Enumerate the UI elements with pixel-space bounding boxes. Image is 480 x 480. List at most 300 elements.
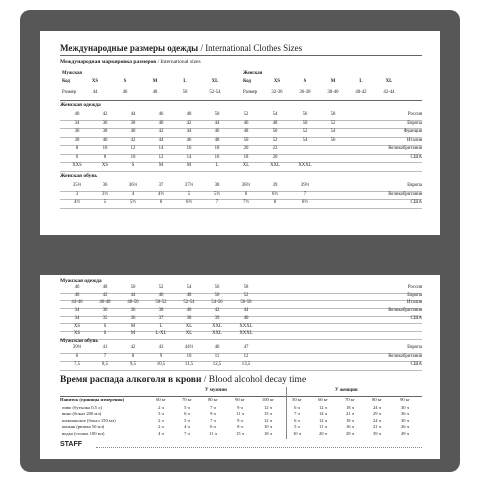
table-cell: 46 — [186, 137, 192, 143]
table-cell: 52 — [243, 112, 249, 117]
women-size-cell: 32-36 — [271, 90, 283, 95]
table-cell: 11 — [214, 353, 220, 359]
table-cell: L — [215, 163, 219, 168]
table-cell: 56 — [302, 112, 308, 117]
table-cell: 38⅔ — [241, 183, 251, 188]
row-divider — [60, 137, 422, 138]
table-cell: 44 — [158, 137, 164, 143]
row-divider — [60, 145, 422, 146]
men-column-title: У мужчин — [205, 388, 227, 393]
table-cell: 44⅔ — [184, 345, 194, 350]
men-time: 9 ч — [210, 411, 216, 417]
table-cell: XXL — [212, 331, 222, 337]
men-code-cell: XL — [211, 79, 219, 84]
men-time: 6 ч — [184, 411, 190, 417]
table-cell: 35⅓ — [72, 183, 82, 188]
men-time: 2 ч — [158, 424, 164, 430]
table-cell: 40 — [186, 308, 192, 314]
table-cell: 34 — [74, 308, 80, 314]
table-cell: XXXL — [298, 163, 312, 168]
women-time: 6 ч — [294, 417, 300, 423]
table-cell: 16 — [214, 154, 220, 160]
table-cell: 4 — [131, 191, 135, 197]
table-cell: 54-56 — [211, 300, 223, 306]
table-cell: 16 — [186, 146, 192, 151]
row-divider — [60, 353, 422, 354]
table-cell: 58 — [243, 285, 249, 290]
table-cell: 34 — [74, 120, 80, 126]
men-shoes-title: Мужская обувь — [60, 338, 99, 344]
table-cell: 10,5 — [156, 362, 166, 367]
men-clothes-title: Мужская одежда — [60, 278, 102, 284]
table-cell: 38 — [130, 120, 136, 126]
table-cell: 14 — [158, 146, 164, 151]
country-label: Европа — [407, 183, 422, 188]
men-size-cell: 46 — [122, 90, 128, 95]
table-cell: 8 — [103, 154, 107, 160]
weight-header: 90 кг — [400, 397, 410, 402]
table-cell: 50 — [130, 285, 136, 290]
alcohol-header-label: Напиток (единицы измерения) — [60, 397, 125, 402]
table-cell: 8 — [273, 200, 277, 205]
table-cell: 50 — [214, 292, 220, 298]
table-cell: 37 — [158, 183, 164, 188]
country-label: Великобритания — [388, 308, 422, 314]
table-cell: 5½ — [214, 191, 220, 197]
women-time: 24 ч — [372, 417, 382, 423]
table-cell: 12 — [130, 146, 136, 151]
women-time: 14 ч — [318, 411, 328, 417]
table-cell: M — [130, 331, 136, 337]
table-cell: 54 — [272, 112, 278, 117]
women-time: 30 ч — [400, 405, 410, 410]
table-cell: 8,5 — [102, 362, 108, 367]
table-cell: 44 — [130, 112, 136, 117]
country-label: Европа — [407, 120, 422, 126]
table-cell: 13,5 — [241, 362, 251, 367]
alcohol-title — [60, 376, 306, 386]
men-time: 4 ч — [184, 424, 190, 430]
table-cell: 6 — [159, 200, 163, 205]
table-cell: 36 — [102, 183, 108, 188]
men-time: 8 ч — [237, 424, 243, 430]
table-cell: 46-48 — [99, 300, 111, 306]
table-cell: 52 — [272, 137, 278, 143]
table-cell: 37 — [158, 315, 164, 321]
women-time: 26 ч — [400, 424, 410, 430]
drink-label: коньяк (рюмка 50 мл) — [62, 424, 105, 430]
women-time: 39 ч — [372, 430, 382, 436]
table-cell: 6 — [75, 353, 79, 359]
men-time: 6 ч — [210, 424, 216, 430]
men-size-cell: 44 — [92, 90, 98, 95]
table-cell: 48 — [186, 112, 192, 117]
women-size-cell: 40-42 — [355, 90, 367, 95]
row-divider — [60, 361, 422, 362]
men-time: 11 ч — [209, 430, 217, 436]
table-cell: XXXL — [239, 331, 253, 337]
women-code-cell: XS — [273, 79, 281, 84]
row-divider — [60, 370, 422, 371]
table-cell: XL — [185, 323, 193, 329]
table-cell: 10 — [130, 154, 136, 160]
table-cell: 7 — [103, 353, 107, 359]
weight-header: 80 кг — [372, 397, 382, 402]
women-time: 20 ч — [318, 430, 328, 436]
table-cell: 52 — [302, 129, 308, 134]
table-cell: XS — [73, 331, 81, 337]
women-time: 12 ч — [318, 417, 328, 423]
table-cell: 40 — [158, 120, 164, 126]
country-label: Италия — [407, 137, 422, 143]
country-label: Франция — [403, 129, 422, 134]
table-cell: 50 — [302, 120, 308, 126]
men-time: 10 ч — [263, 424, 273, 430]
men-size-label: Размер — [62, 90, 77, 95]
women-time: 29 ч — [345, 430, 355, 436]
table-cell: 37⅔ — [184, 183, 194, 188]
row-divider — [60, 171, 422, 172]
table-cell: 42 — [130, 345, 136, 350]
weight-header: 60 кг — [318, 397, 328, 402]
table-cell: 39 — [272, 183, 278, 188]
table-cell: 38 — [186, 315, 192, 321]
women-time: 36 ч — [400, 411, 410, 417]
men-code-cell: M — [152, 79, 158, 84]
country-label: США — [410, 315, 422, 321]
table-cell: XXL — [212, 323, 222, 329]
marking-title — [60, 60, 201, 66]
women-code-cell: XL — [385, 79, 393, 84]
country-label: США — [410, 200, 422, 205]
drink-label: пиво (бутылка 0,5 л) — [62, 405, 102, 410]
men-time: 15 ч — [235, 430, 245, 436]
page-title — [60, 44, 302, 53]
table-cell: 7,5 — [74, 362, 80, 367]
table-cell: 36 — [130, 308, 136, 314]
table-cell: 52 — [330, 120, 336, 126]
table-cell: M — [130, 323, 136, 329]
women-marking-label: Женская — [243, 71, 263, 76]
women-size-label: Размер — [243, 90, 258, 95]
drink-label: водка (стопка 100 мл) — [62, 430, 105, 436]
marking-ru: Международная маркировка размеров — [60, 59, 157, 65]
table-cell: 35 — [102, 315, 108, 321]
table-cell: M — [186, 163, 192, 168]
table-cell: 12 — [243, 353, 249, 359]
row-divider — [60, 128, 422, 129]
title-rule — [60, 55, 422, 56]
row-divider — [60, 162, 422, 163]
table-cell: 39⅓ — [72, 345, 82, 350]
men-time: 5 ч — [184, 405, 190, 410]
men-time: 12 ч — [263, 417, 273, 423]
men-time: 9 ч — [237, 417, 243, 423]
table-cell: M — [158, 163, 164, 168]
table-cell: XXXL — [239, 323, 253, 329]
table-cell: S — [131, 163, 135, 168]
men-time: 7 ч — [184, 430, 190, 436]
row-divider — [60, 154, 422, 155]
table-cell: 11,5 — [184, 362, 194, 367]
women-code-cell: M — [330, 79, 336, 84]
table-cell: 48 — [272, 120, 278, 126]
women-time: 18 ч — [345, 405, 355, 410]
table-cell: 4½ — [158, 191, 164, 197]
table-cell: 54 — [302, 137, 308, 143]
table-cell: 44 — [243, 308, 249, 314]
rule — [60, 100, 422, 101]
table-cell: 46 — [158, 112, 164, 117]
women-size-cell: 36-38 — [299, 90, 311, 95]
table-cell: 9,5 — [130, 362, 136, 367]
country-label: США — [410, 154, 422, 160]
table-cell: 8 — [131, 353, 135, 359]
country-label: Европа — [407, 345, 422, 350]
table-cell: 46 — [158, 292, 164, 298]
title-ru: Международные размеры одежды — [60, 43, 199, 53]
table-cell: 36 — [74, 129, 80, 134]
table-cell: 52 — [243, 292, 249, 298]
women-time: 18 ч — [345, 417, 355, 423]
signature-line — [96, 447, 422, 448]
table-cell: 22 — [272, 146, 278, 151]
staff-brand-logo: STAFF — [60, 441, 83, 448]
table-cell: 56 — [330, 137, 336, 143]
table-cell: 48 — [243, 129, 249, 134]
men-time: 5 ч — [184, 417, 190, 423]
table-cell: 42 — [102, 292, 108, 298]
women-column-title: У женщин — [335, 388, 358, 393]
table-cell: 7½ — [243, 200, 249, 205]
table-cell: 3 — [75, 191, 79, 197]
country-label: Великобритания — [388, 191, 422, 197]
women-time: 11 ч — [319, 424, 327, 430]
table-cell: 42 — [186, 120, 192, 126]
women-time: 5 ч — [294, 424, 300, 430]
table-cell: 6 — [244, 191, 248, 197]
men-marking-label: Мужская — [62, 71, 83, 76]
table-cell: 46 — [214, 129, 220, 134]
table-cell: 50-52 — [155, 300, 167, 306]
men-time: 11 ч — [236, 411, 244, 417]
men-code-cell: L — [183, 79, 187, 84]
table-cell: 3½ — [102, 191, 108, 197]
table-cell: 36 — [102, 308, 108, 314]
weight-header: 70 кг — [182, 397, 192, 402]
table-cell: XS — [101, 163, 109, 168]
table-cell: 42 — [214, 308, 220, 314]
drink-label: шампанское (бокал 150 мл) — [62, 417, 116, 423]
table-cell: 41 — [102, 345, 108, 350]
men-code-cell: XS — [91, 79, 99, 84]
weight-header: 70 кг — [345, 397, 355, 402]
table-cell: 5 — [103, 200, 107, 205]
women-shoes-title: Женская обувь — [60, 173, 98, 179]
row-divider — [60, 191, 422, 192]
table-cell: 48 — [102, 285, 108, 290]
weight-header: 60 кг — [156, 397, 166, 402]
table-cell: 44 — [214, 120, 220, 126]
table-cell: 12,5 — [212, 362, 222, 367]
country-label: Россия — [407, 285, 422, 290]
country-label: Россия — [407, 112, 422, 117]
men-time: 12 ч — [263, 405, 273, 410]
table-cell: 10 — [102, 146, 108, 151]
men-time: 18 ч — [263, 430, 273, 436]
table-cell: 48-50 — [127, 300, 139, 306]
table-cell: L — [159, 323, 163, 329]
row-divider — [60, 208, 422, 209]
table-cell: 44-46 — [71, 300, 83, 306]
men-time: 2 ч — [158, 405, 164, 410]
women-time: 49 ч — [400, 430, 410, 436]
men-time: 4 ч — [158, 430, 164, 436]
table-cell: 46 — [74, 285, 80, 290]
men-time: 3 ч — [158, 411, 164, 417]
table-cell: 20 — [243, 146, 249, 151]
table-cell: 52 — [158, 285, 164, 290]
men-size-cell: 52-54 — [209, 90, 221, 95]
table-cell: 42 — [102, 112, 108, 117]
men-size-cell: 48 — [152, 90, 158, 95]
country-label: США — [410, 362, 422, 367]
table-cell: 48 — [186, 292, 192, 298]
women-time: 21 ч — [372, 424, 382, 430]
table-cell: 5½ — [130, 200, 136, 205]
row-divider — [60, 199, 422, 200]
table-cell: 8½ — [302, 200, 308, 205]
table-cell: XXS — [72, 163, 82, 168]
table-cell: 54 — [330, 129, 336, 134]
title-en: / International Clothes Sizes — [198, 43, 303, 53]
table-cell: 39⅔ — [300, 183, 310, 188]
table-cell: 58 — [330, 112, 336, 117]
row-divider — [60, 120, 422, 121]
women-time: 10 ч — [292, 430, 302, 436]
marking-en: / International sizes — [156, 59, 201, 65]
table-cell: 40 — [74, 112, 80, 117]
table-cell: 46 — [214, 345, 220, 350]
table-cell: 18 — [243, 154, 249, 160]
drink-label: вино (бокал 200 мл) — [62, 411, 102, 417]
table-cell: 36 — [102, 120, 108, 126]
weight-header: 50 кг — [292, 397, 302, 402]
table-cell: 50 — [243, 137, 249, 143]
men-time: 7 ч — [210, 405, 216, 410]
table-cell: 40 — [102, 137, 108, 143]
table-cell: 47 — [243, 345, 249, 350]
table-cell: 4½ — [74, 200, 80, 205]
table-cell: 40 — [243, 315, 249, 321]
table-cell: 39 — [214, 315, 220, 321]
women-clothes-title: Женская одежда — [60, 102, 101, 108]
table-cell: 6½ — [186, 200, 192, 205]
table-cell: 40 — [130, 129, 136, 134]
table-cell: 7 — [303, 191, 307, 197]
table-cell: 44 — [130, 292, 136, 298]
table-cell: 9 — [159, 353, 163, 359]
table-cell: 36⅔ — [128, 183, 138, 188]
weight-header: 100 кг — [261, 397, 275, 402]
country-label: Великобритания — [388, 146, 422, 151]
women-code-cell: L — [359, 79, 363, 84]
table-cell: 56 — [214, 285, 220, 290]
table-cell: 42 — [158, 129, 164, 134]
weight-header: 90 кг — [235, 397, 245, 402]
table-cell: XS — [73, 323, 81, 329]
table-cell: 6½ — [272, 191, 278, 197]
weight-header: 80 кг — [208, 397, 218, 402]
table-cell: 50 — [272, 129, 278, 134]
table-cell: 50 — [214, 112, 220, 117]
table-cell: 43 — [158, 345, 164, 350]
table-cell: S — [103, 331, 107, 337]
table-cell: 56-58 — [240, 300, 252, 306]
men-time: 2 ч — [158, 417, 164, 423]
table-cell: 10 — [186, 353, 192, 359]
table-cell: XXL — [270, 163, 280, 168]
table-cell: 46 — [243, 120, 249, 126]
women-time: 21 ч — [345, 411, 355, 417]
women-time: 29 ч — [372, 411, 382, 417]
table-cell: XL — [185, 331, 193, 337]
table-cell: 18 — [214, 146, 220, 151]
women-size-cell: 42-44 — [383, 90, 395, 95]
table-cell: L-XL — [155, 331, 167, 337]
men-time: 9 ч — [237, 405, 243, 410]
table-cell: S — [103, 323, 107, 329]
men-code-label: Код — [62, 79, 70, 84]
women-code-cell: S — [303, 79, 307, 84]
table-cell: 42 — [130, 137, 136, 143]
women-time: 12 ч — [318, 405, 328, 410]
men-size-cell: 50 — [182, 90, 188, 95]
table-cell: 38 — [158, 308, 164, 314]
table-cell: 8 — [75, 146, 79, 151]
alcohol-title-en: / Blood alcohol decay time — [201, 375, 307, 385]
alcohol-title-ru: Время распада алкоголя в крови — [60, 375, 202, 385]
row-divider — [60, 339, 422, 340]
men-time: 7 ч — [210, 417, 216, 423]
table-cell: 36 — [130, 315, 136, 321]
table-cell: XL — [242, 163, 250, 168]
table-cell: 6 — [75, 154, 79, 160]
table-cell: 12 — [158, 154, 164, 160]
women-time: 24 ч — [372, 405, 382, 410]
table-cell: 5 — [187, 191, 191, 197]
men-code-cell: S — [123, 79, 127, 84]
table-cell: 38 — [214, 183, 220, 188]
women-time: 30 ч — [400, 417, 410, 423]
table-cell: 7 — [215, 200, 219, 205]
table-cell: 34 — [74, 315, 80, 321]
women-time: 16 ч — [345, 424, 355, 430]
table-cell: 38 — [74, 137, 80, 143]
men-time: 15 ч — [263, 411, 273, 417]
women-code-label: Код — [243, 79, 251, 84]
women-time: 7 ч — [294, 411, 300, 417]
country-label: Великобритания — [388, 353, 422, 359]
table-cell: 48 — [214, 137, 220, 143]
table-cell: 40 — [74, 292, 80, 298]
table-cell: 14 — [186, 154, 192, 160]
table-cell: 20 — [272, 154, 278, 160]
table-cell: 52-54 — [183, 300, 195, 306]
country-label: Италия — [407, 300, 422, 306]
table-cell: 38 — [102, 129, 108, 134]
women-time: 6 ч — [294, 405, 300, 410]
